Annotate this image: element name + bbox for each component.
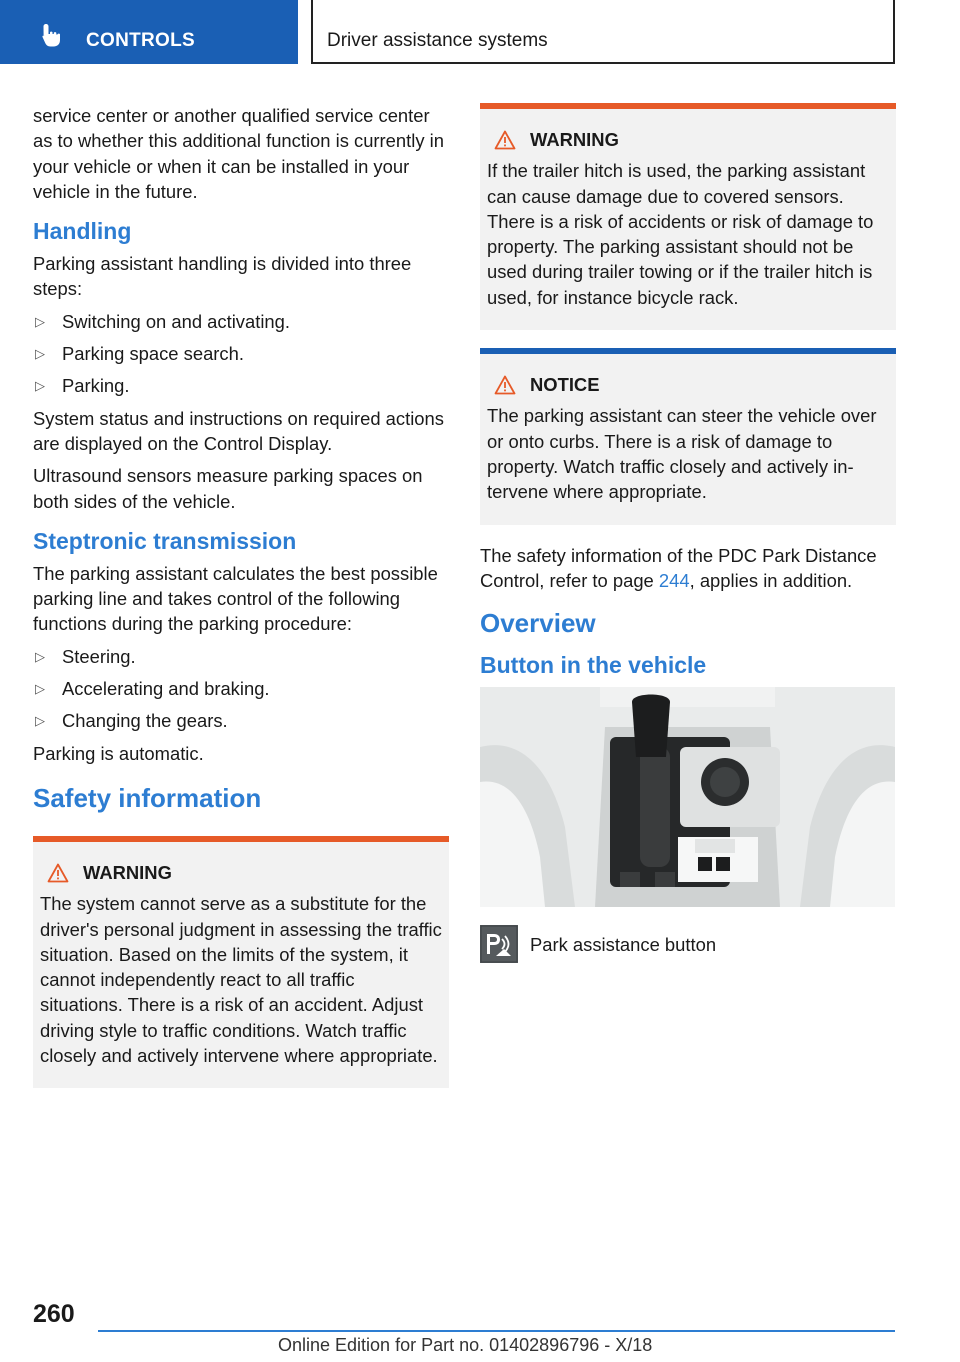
list-item: ▷ Steering. <box>33 644 449 669</box>
list-item: ▷ Accelerating and braking. <box>33 676 449 701</box>
triangle-bullet-icon: ▷ <box>35 313 45 329</box>
steptronic-functions-list <box>33 644 449 734</box>
hand-pointer-icon <box>40 22 66 48</box>
notice-text: The parking assistant can steer the vehicle over or onto curbs. There is a risk of damage to property. Watch traffic closely and actively intervene where appropriate. <box>487 405 877 503</box>
list-item: ▷ Parking space search. <box>33 341 449 366</box>
chapter-title: Driver assistance systems <box>327 30 548 51</box>
list-item: ▷ Switching on and activating. <box>33 309 449 334</box>
left-column <box>33 103 449 1106</box>
section-label: CONTROLS <box>86 30 196 51</box>
automatic-paragraph: Parking is automatic. <box>33 742 204 764</box>
handling-steps-list <box>33 309 449 399</box>
warning-text: The system cannot serve as a substitute for the driver's personal judgment in assessing the traffic situation. Based on the limits of the system, it cannot independently react to all traffic situations. There is a risk of an accident. Adjust driving style to traffic conditions. Watch traffic closely and actively intervene where appropriate. <box>40 893 442 1067</box>
warning-header <box>487 127 889 152</box>
warning-box <box>480 103 896 330</box>
heading-handling: Handling <box>33 218 132 245</box>
footer-edition: Online Edition for Part no. 01402896796 - X/18 <box>278 1335 653 1355</box>
center-console-image <box>480 687 895 907</box>
image-caption <box>480 925 896 963</box>
chapter-header <box>311 0 895 64</box>
warning-header <box>40 860 442 885</box>
steptronic-paragraph: The parking assistant calculates the best possible parking line and takes control of the following functions during the parking procedure: <box>33 562 438 635</box>
triangle-bullet-icon: ▷ <box>35 346 45 362</box>
status-paragraph: System status and instructions on required actions are displayed on the Control Display. <box>33 407 444 454</box>
warning-triangle-icon <box>494 130 516 150</box>
warning-box <box>33 836 449 1088</box>
warning-title: WARNING <box>530 129 619 150</box>
footer-divider <box>98 1330 895 1332</box>
heading-overview: Overview <box>480 608 596 639</box>
pdc-paragraph: The safety information of the PDC Park Distance Control, refer to page 244, applies in addition. <box>480 544 877 591</box>
heading-steptronic: Steptronic transmission <box>33 527 297 554</box>
section-tab[interactable] <box>0 0 298 64</box>
triangle-bullet-icon: ▷ <box>35 648 45 664</box>
notice-header <box>487 372 889 397</box>
intro-paragraph: service center or another qualified service center as to whether this additional function is currently in your vehicle or when it can be installed in your vehicle in the future. <box>33 105 444 202</box>
right-column <box>480 103 896 963</box>
caption-text: Park assistance button <box>530 933 717 955</box>
page-reference-link[interactable]: 244 <box>658 569 690 591</box>
ultrasound-paragraph: Ultrasound sensors measure parking spaces on both sides of the vehicle. <box>33 465 423 512</box>
notice-title: NOTICE <box>530 374 600 396</box>
list-item: ▷ Changing the gears. <box>33 708 449 733</box>
heading-safety: Safety information <box>33 782 262 813</box>
warning-title: WARNING <box>83 861 172 883</box>
page-number: 260 <box>33 1300 75 1328</box>
warning-triangle-icon <box>47 863 69 883</box>
notice-triangle-icon <box>494 375 516 395</box>
park-assistance-icon <box>480 925 518 963</box>
handling-paragraph: Parking assistant handling is divided into three steps: <box>33 253 412 300</box>
heading-button-in-vehicle: Button in the vehicle <box>480 652 707 679</box>
triangle-bullet-icon: ▷ <box>35 378 45 394</box>
notice-box <box>480 348 896 524</box>
triangle-bullet-icon: ▷ <box>35 681 45 697</box>
warning-text: If the trailer hitch is used, the parking assistant can cause damage due to covered sensors. There is a risk of accidents or risk of damage to property. The parking assistant should not be used during trailer towing or if the trailer hitch is used, for instance bicycle rack. <box>487 160 874 308</box>
list-item: ▷ Parking. <box>33 373 449 398</box>
triangle-bullet-icon: ▷ <box>35 713 45 729</box>
